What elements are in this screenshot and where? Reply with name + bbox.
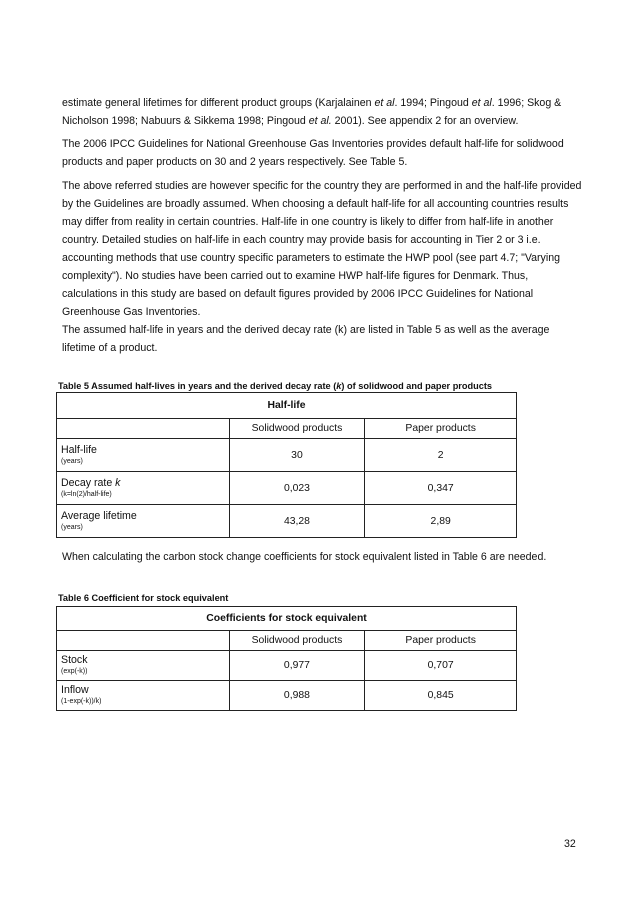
row-label (57, 505, 230, 538)
table5 (56, 392, 517, 538)
table6-caption: Table 6 Coefficient for stock equivalent (58, 593, 229, 603)
text-run: 2001). See appendix 2 for an overview. (331, 115, 519, 127)
label-text: Decay rate (61, 476, 116, 489)
label-sub: (years) (61, 523, 83, 531)
text-run-italic: et al (471, 97, 492, 109)
text-run: . 1994; Pingoud (394, 97, 472, 109)
paragraph-carbon-stock: When calculating the carbon stock change coefficients for stock equivalent listed in Table 6 are needed. (62, 551, 547, 563)
table5-col-paper: Paper products (365, 419, 517, 439)
table-row (57, 651, 517, 681)
table6-header: Coefficients for stock equivalent (57, 607, 517, 631)
label-sub: (years) (61, 457, 83, 465)
label-text: Stock (61, 654, 88, 666)
table6-col-paper: Paper products (365, 631, 517, 651)
label-sub: (k=ln(2)/half-life) (61, 490, 112, 498)
table5-corner-cell (57, 419, 230, 439)
caption-run: ) of solidwood and paper products (341, 381, 492, 391)
value-cell: 0,347 (365, 472, 517, 505)
label-text: Inflow (61, 684, 89, 696)
row-label (57, 472, 230, 505)
value-cell: 0,988 (229, 681, 365, 711)
caption-run-italic: k (336, 381, 342, 391)
paragraph-ipcc-guidelines: The 2006 IPCC Guidelines for National Greenhouse Gas Inventories provides default half-life for solidwood products and paper products on 30 and 2 years respectively. See Table 5. (62, 138, 564, 168)
paragraph-studies: The above referred studies are however specific for the country they are performed in and the half-life provided by the Guidelines are broadly assumed. When choosing a default half-life for all accounting countries results may differ from reality in certain countries. Half-life in one country is likely to differ from half-life in another country. Detailed studies on half-life in each country may provide basis for accounting in Tier 2 or 3 i.e. accounting methods that use country specific parameters to estimate the HWP pool (see part 4.7; "Varying complexity"). No studies have been carried out to examine HWP half-life figures for Denmark. Thus, calculations in this study are based on default figures provided by 2006 IPCC Guidelines for National Greenhouse Gas Inventories. (62, 180, 582, 318)
table-row (57, 439, 517, 472)
value-cell: 0,845 (365, 681, 517, 711)
table6-corner-cell (57, 631, 230, 651)
value-cell: 0,707 (365, 651, 517, 681)
paragraph-lifetimes (62, 94, 582, 130)
page-number: 32 (564, 838, 576, 850)
table6 (56, 606, 517, 711)
value-cell: 2 (365, 439, 517, 472)
text-run-italic: et al (374, 97, 395, 109)
row-label (57, 651, 230, 681)
row-label (57, 681, 230, 711)
label-text-italic: k (115, 476, 121, 489)
value-cell: 0,023 (229, 472, 365, 505)
text-run: estimate general lifetimes for different product groups (Karjalainen (62, 97, 375, 109)
table5-header: Half-life (57, 393, 517, 419)
table-row (57, 681, 517, 711)
value-cell: 30 (229, 439, 365, 472)
text-run: . 1996; Skog & Nicholson 1998; Nabuurs & Sikkema 1998; Pingoud (62, 97, 562, 127)
table-row (57, 505, 517, 538)
text-run-italic: et al. (308, 115, 332, 127)
label-text: Half-life (61, 443, 97, 456)
paragraph-assumed-half-life: The assumed half-life in years and the derived decay rate (k) are listed in Table 5 as well as the average lifetime of a product. (62, 324, 550, 354)
label-sub: (1-exp(-k))/k) (61, 698, 102, 705)
table5-col-solidwood: Solidwood products (229, 419, 365, 439)
label-sub: (exp(-k)) (61, 668, 88, 675)
caption-run: Table 5 Assumed half-lives in years and the derived decay rate ( (58, 381, 337, 391)
table5-caption (58, 381, 492, 391)
value-cell: 2,89 (365, 505, 517, 538)
value-cell: 43,28 (229, 505, 365, 538)
value-cell: 0,977 (229, 651, 365, 681)
row-label (57, 439, 230, 472)
table6-col-solidwood: Solidwood products (229, 631, 365, 651)
table-row (57, 472, 517, 505)
label-text: Average lifetime (61, 509, 137, 522)
